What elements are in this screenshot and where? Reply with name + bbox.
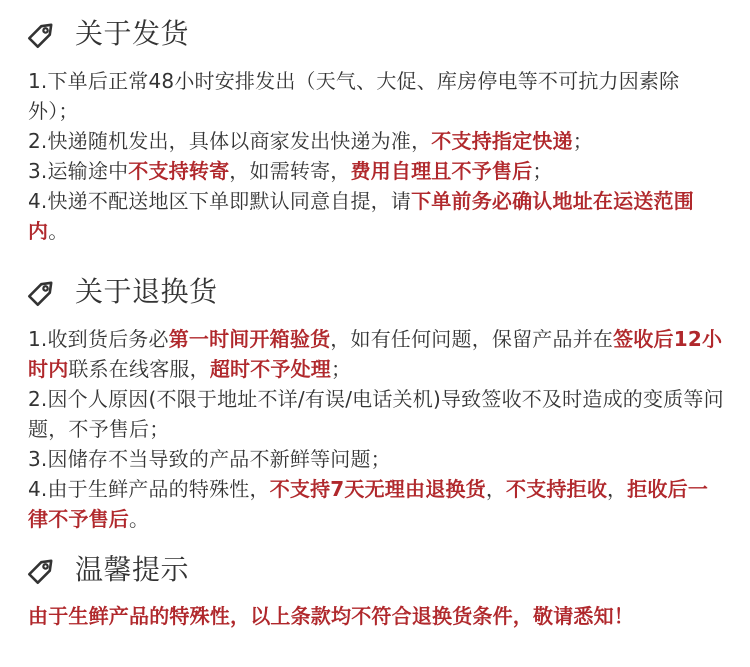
list-item — [28, 186, 728, 246]
highlight-text: 不支持指定快递 — [431, 129, 573, 153]
body-text-run: 3.因储存不当导致的产品不新鲜等问题； — [28, 447, 391, 471]
highlight-text: 签收后12小时内 — [28, 327, 723, 381]
highlight-text: 第一时间开箱验货 — [168, 327, 331, 351]
tag-icon — [25, 553, 59, 587]
body-text-run: ； — [532, 159, 553, 183]
body-text-run: ； — [572, 129, 593, 153]
closing-notice: 由于生鲜产品的特殊性，以上条款均不符合退换货条件，敬请悉知！ — [28, 604, 634, 628]
section-body-shipping — [28, 66, 728, 246]
tag-icon — [25, 17, 59, 51]
highlight-text: 不支持拒收 — [506, 477, 608, 501]
list-item — [28, 384, 728, 444]
list-item — [28, 66, 728, 126]
list-item — [28, 126, 728, 156]
highlight-text: 费用自理且不予售后 — [350, 159, 533, 183]
body-text-run: ，如有任何问题，保留产品并在 — [330, 327, 614, 351]
list-item — [28, 156, 728, 186]
section-heading-tips — [25, 550, 189, 590]
highlight-text: 下单前务必确认地址在运送范围内 — [28, 189, 694, 243]
body-text-run: ； — [331, 357, 352, 381]
body-text-run: 1.收到货后务必 — [28, 327, 169, 351]
body-text-run: 联系在线客服， — [68, 357, 210, 381]
section-title: 关于发货 — [75, 17, 190, 50]
section-title: 温馨提示 — [75, 553, 190, 586]
body-text-run: 3.运输途中 — [28, 159, 129, 183]
highlight-text: 超时不予处理 — [209, 357, 332, 381]
highlight-text: 不支持转寄 — [128, 159, 230, 183]
list-item — [28, 444, 728, 474]
section-heading-returns — [25, 272, 218, 312]
body-text-run: ，如需转寄， — [229, 159, 351, 183]
body-text-run: ， — [485, 477, 507, 501]
tag-icon — [25, 275, 59, 309]
section-heading-shipping — [25, 14, 189, 54]
list-item — [28, 324, 728, 384]
body-text-run: 。 — [129, 507, 150, 531]
list-item — [28, 474, 728, 534]
section-body-returns — [28, 324, 728, 534]
body-text-run: 4.快递不配送地区下单即默认同意自提，请 — [28, 189, 412, 213]
body-text-run: 1.下单后正常48小时安排发出（天气、大促、库房停电等不可抗力因素除外）； — [28, 69, 680, 123]
highlight-text: 不支持7天无理由退换货 — [269, 477, 486, 501]
section-title: 关于退换货 — [75, 275, 218, 308]
body-text-run: 2.快递随机发出，具体以商家发出快递为准， — [28, 129, 432, 153]
body-text-run: 。 — [48, 219, 69, 243]
body-text-run: 4.由于生鲜产品的特殊性， — [28, 477, 270, 501]
body-text-run: 2.因个人原因(不限于地址不详/有误/电话关机)导致签收不及时造成的变质等问题，不予售后； — [28, 387, 724, 441]
highlight-text: 拒收后一律不予售后 — [28, 477, 709, 531]
body-text-run: ， — [607, 477, 628, 501]
